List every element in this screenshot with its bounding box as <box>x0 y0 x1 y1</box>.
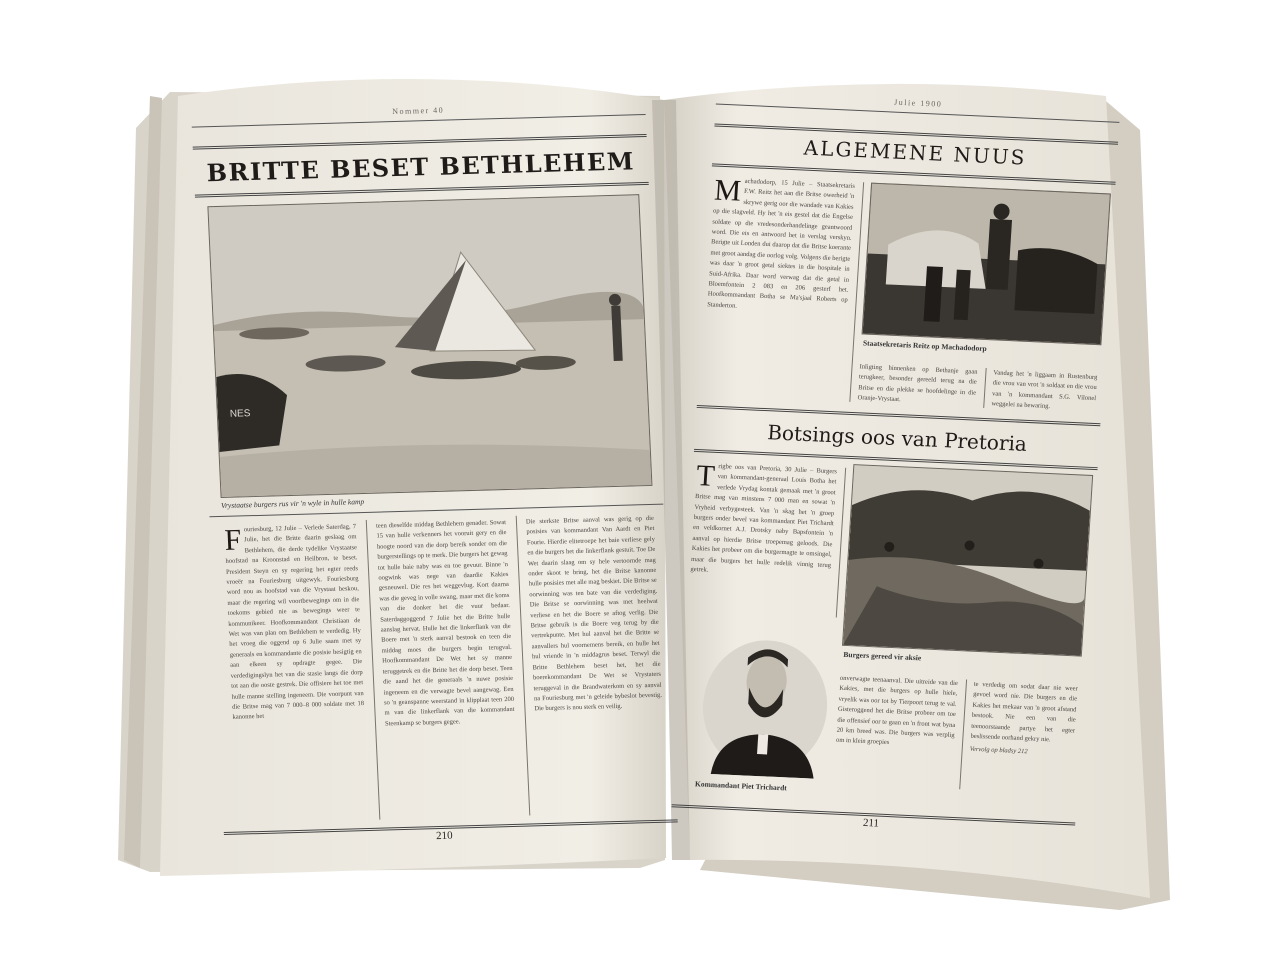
continue-note: Vervolg op bladsy 212 <box>969 746 1028 756</box>
headline-algemene-nuus: ALGEMENE NUUS <box>803 135 1028 170</box>
headline-botsings-oos-van-pretoria: Botsings oos van Pretoria <box>766 420 1028 456</box>
camp-photo-caption: Vrystaatse burgers rus vir 'n wyle in hulle kamp <box>220 496 365 510</box>
dropcap-f: F <box>223 523 242 557</box>
column-1-text: ouriesburg, 12 Julie – Verlede Saterdag, 7 Julie, het die Britte daarin geslaag om Bethlehem, die derde tydelike Vrystaatse hoofstad na Kroonstad en Heilbron, te beset. President Steyn en sy regering het egter reeds vroeër na Fouriesburg uitgewyk. Fouriesburg word nou as hoofstad van die Vrystaat beskou, maar die regering wil voortbewegings om in die toekoms gebied nie as bewegings weer te kommunikeer. Hoofkommandant Christiaan de Wet was van plan om Bethlehem te verdedig. Hy het vroeg die oggend op 6 Julie saam met sy generaals en kommandante die posisie besigtig en aan elkeen sy opdragte gegee. Die verdedigingslyn het van die stasie langs die dorp tot aan die ooste gestrek. Die offisiere het toe met hulle manne stelling ingeneem. Die voorpunt van die Britse mag van 7 000–8 000 soldate met 18 kanonne het <box>225 523 365 722</box>
news-column-3-text: Vandag het 'n liggaam in Rustenburg die vrou van vrot 'n soldaat en die vrou van 'n kommandant S.G. Vilonel weggelei na bewaring. <box>991 369 1098 411</box>
page-number-right: 211 <box>862 816 880 830</box>
running-head-left: Nommer 40 <box>392 105 445 117</box>
news-text: achadodorp, 15 Julie – Staatsekretaris F.W. Reitz het aan die Britse owerheid 'n skrywe gerig oor die wandade van Kakies op die slagveld. Hy het 'n eis gestel dat die Engelse soldate op die vredesonderhandelinge geantwoord word. Die eis en antwoord het in verslag verskyn. Berigte uit Londen dui daarop dat die Britse koerante met groot aandag die oorlog volg. Volgens die berigte was daar 'n groot getal siektes in die hospitale in Suid-Afrika. Daar word verwag dat die getal in Bloemfontein 2 083 en 206 gesterf het. Hoofkommandant Botha se Ma'sjaal Roberts op Standerton. <box>706 177 856 310</box>
reitz-caption: Staatsekretaris Reitz op Machadodorp <box>862 338 988 354</box>
trichardt-portrait <box>696 624 835 780</box>
trichardt-caption: Kommandant Piet Trichardt <box>694 779 788 793</box>
running-head-right: Julie 1900 <box>893 97 943 109</box>
battle-photo <box>842 464 1093 657</box>
tent-inscription: NES <box>229 408 251 420</box>
camp-photo <box>207 194 652 498</box>
page-number-left: 210 <box>435 829 453 843</box>
news-column-2 <box>857 362 977 407</box>
reitz-photo <box>862 183 1111 346</box>
news-column <box>701 173 856 402</box>
news-column-2-text: Inligting hinnenken op Bethanje gaan terugkeer, besonder gereeld terug na die Britse en die plekke se hoofdelinge in die Oranje-Vrystaat. <box>857 363 978 404</box>
battle-column-2 <box>833 674 958 789</box>
battle-photo-illustration <box>843 465 1092 655</box>
article-column-1 <box>224 522 370 825</box>
camp-photo-illustration <box>208 195 651 497</box>
battle-divider-2 <box>959 679 967 789</box>
article-column-3 <box>526 514 668 817</box>
headline-britte-beset-bethlehem: BRITTE BESET BETHLEHEM <box>206 146 636 188</box>
battle-column-3-text: te verdedig om sodat daar nie weer gevoel word nie. Die burgers en die Kakies het mekaar van 'n groot afstand bestook. Nie een van die teenoorstaande partye het egter beslissende oorhand gekry nie. <box>970 680 1078 744</box>
dropcap-t: T <box>695 459 716 493</box>
battle-column-3 <box>967 680 1078 795</box>
column-2-text: teen dieselfde middag Bethlehem genader. Sowat 15 van hulle verkenners het vooruit gery en die hoogte noord van die dorp bereik sonder om die burgerstellings op te merk. Die burgers het gewag tot hulle baie naby was en toe gevuur. Binne 'n oogwink was nege van daardie Kakies gesneuwel. Die res het weggevlug. Kort daarna was die geveg in volle swang, maar met die koms van die donker het die vuur bedaar. Saterdaggoggend 7 Julie het die Britte hulle aanslag hervat. Hulle het die linkerflank van die Boere met 'n sterk aanval bestook en teen die middag moes die burgers begin terugval. Hoofkommandant De Wet het sy manne teruggetrek en die Britte het die dorp beset. Teen die aand het die generaals 'n nuwe posisie ingeneem en die verwagte bevel aangewag. Een so 'n geanspanne weerstand in klipplaat teen 200 m van die linkerflank van die kommandant Steenkamp se burgers gegee. <box>375 519 515 728</box>
battle-text: rigbe oos van Pretoria, 30 Julie – Burgers van kommandant-generaal Louis Botha het verlede Vrydag kontak gemaak met 'n groot Britse mag van minstens 7 000 man en sowat 'n Vryheid verbygesteek. Van 'n skag het 'n groep burgers onder bevel van kommandant Piet Trichardt en veldkornet A.J. Drotsky naby Bapsfontein 'n aanval op hierdie Britse troepemag geloods. Die Kakies het probeer om die burgermagte te omsingel, maar die burgers het hulle redelik vinnig terug getrek. <box>690 462 838 574</box>
article-column-2 <box>376 518 520 821</box>
column-3-text: Die sterkste Britse aanval was gerig op die posisies van kommandant Van Aardt en Piet Fourie. Hierdie elitetroepe het baie verliese gely en die burgers het die linkerflank gestuit. Toe De Wet daarin slaag om sy hele vertoornde mag onder skoot te bring, het die Britse kanonne hulle posisies met alle mag beskiet. Die Britse se oorwinning was ten bate van die verdediging. Die Britse se oorwinning was met heelwat verliese en het die Boere se aftog verlig. Die Britse gebruik is die Boere veg terug by die vertrekpunte. Met hul aanval het die Britte se aanvallers hul voornemens bereik, en hulle het hul vriende in 'n middagrus beset. Terwyl die Britte Bethlehem beset het, het die boerekommandant De Wet se Vrystaters teruggeval in die Brandwaterkom en sy aanval na Fouriesburg met 'n geleide bybeslot bevestig. Die burgers is nou sterk en veilig. <box>525 514 663 713</box>
battle-column-2-text: onverwagte teenaanval. Die uitreide van die Kakies, met die burgers op hulle hiele, vryelik was oor tot by Tierpoort terug te val. Gisteroggend het die Britse probeer om toe die offensief oor te gaan en 'n front wat byna 20 km breed was. Die burgers was verplig om in klein groepies <box>835 674 959 747</box>
news-column-3 <box>991 368 1097 413</box>
left-page <box>173 93 697 866</box>
battle-caption: Burgers gereed vir aksie <box>843 649 922 663</box>
news-divider-2 <box>983 368 987 408</box>
reitz-photo-illustration <box>863 184 1110 345</box>
trichardt-portrait-illustration <box>696 624 835 780</box>
battle-column <box>688 461 837 617</box>
dropcap-m: M <box>713 173 743 208</box>
right-page <box>651 83 1138 862</box>
